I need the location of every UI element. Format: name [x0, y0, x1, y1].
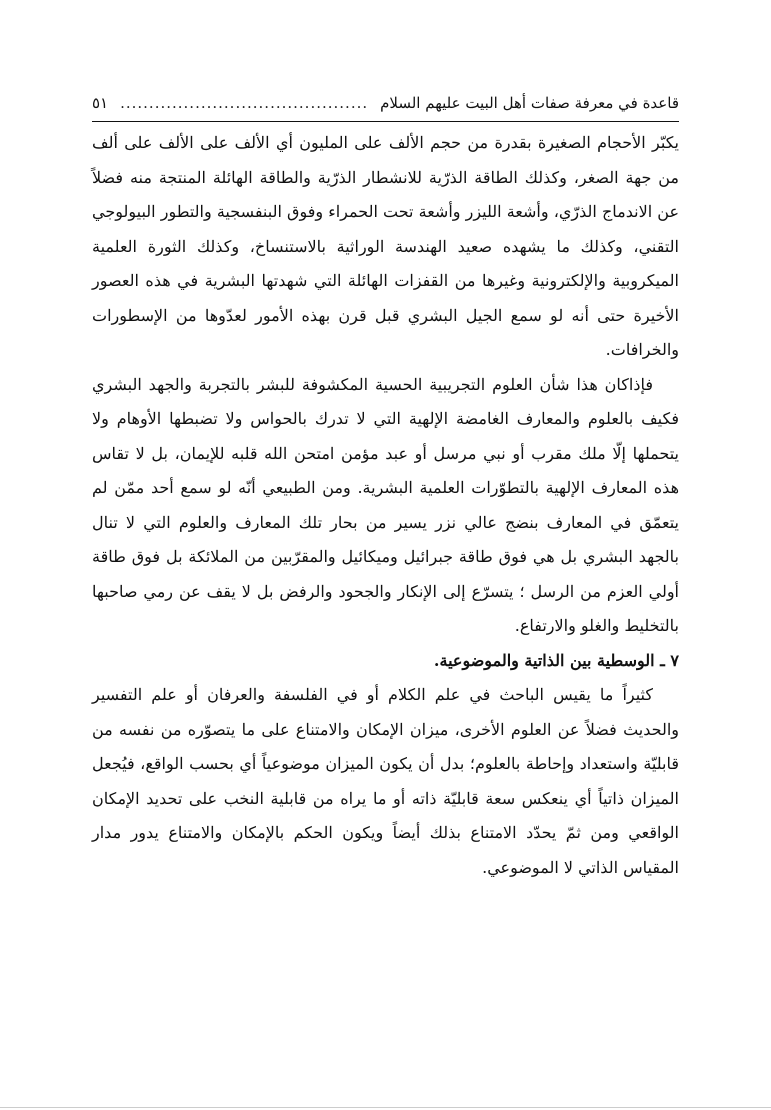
header-title: قاعدة في معرفة صفات أهل البيت عليهم السلام	[380, 94, 679, 112]
page-number: ٥١	[92, 94, 109, 112]
text-body	[92, 126, 679, 885]
paragraph-3: كثيراً ما يقيس الباحث في علم الكلام أو في الفلسفة والعرفان أو علم التفسير والحديث فضلاً عن العلوم الأخرى، ميزان الإمكان والامتناع على ما يتصوّره من نفسه من قابليّة واستعداد وإحاطة بالعلوم؛ بدل أن يكون الميزان موضوعياً أي بحسب الواقع، فيُجعل الميزان ذاتياً أي ينعكس سعة قابليّة ذاته أو ما يراه من قابلية النخب على تحديد الإمكان الواقعي ومن ثمّ يحدّد الامتناع بذلك أيضاً ويكون الحكم بالإمكان والامتناع يدور مدار المقياس الذاتي لا الموضوعي.	[92, 685, 679, 877]
paragraph-1: يكبّر الأحجام الصغيرة بقدرة من حجم الألف على المليون أي الألف على الألف على ألف من جهة الصغر، وكذلك الطاقة الذرّية للانشطار الذرّية والطاقة الهائلة المنتجة منه فضلاً عن الاندماج الذرّي، وأشعة الليزر وأشعة تحت الحمراء وفوق البنفسجية والتطور البيولوجي التقني، وكذلك ما يشهده صعيد الهندسة الوراثية بالاستنساخ، وكذلك الثورة العلمية الميكروبية والإلكترونية وغيرها من القفزات الهائلة التي شهدتها البشرية في هذه العصور الأخيرة حتى أنه لو سمع الجيل البشري قبل قرن بهذه الأمور لعدّوها من الإسطورات والخرافات.	[92, 133, 679, 359]
header-rule	[92, 121, 679, 122]
page-bottom-edge	[0, 1107, 771, 1108]
header-leader-dots: ...........................................	[120, 94, 369, 112]
section-heading: ٧ ـ الوسطية بين الذاتية والموضوعية.	[433, 650, 679, 670]
running-header	[92, 86, 679, 120]
paragraph-2: فإذاكان هذا شأن العلوم التجريبية الحسية المكشوفة للبشر بالتجربة والجهد البشري فكيف بالعلوم والمعارف الغامضة الإلهية التي لا تدرك بالحواس ولا تضبطها الأوهام ولا يتحملها إلّا ملك مقرب أو نبي مرسل أو عبد مؤمن امتحن الله قلبه للإيمان، بل لا تقاس هذه المعارف الإلهية بالتطوّرات العلمية البشرية. ومن الطبيعي أنّه لو سمع أحد ممّن لم يتعمّق في المعارف بنضج عالي نزر يسير من بحار تلك المعارف والعلوم التي لا تنال بالجهد البشري بل هي فوق طاقة جبرائيل وميكائيل والمقرّبين من الملائكة بل فوق طاقة أولي العزم من الرسل ؛ يتسرّع إلى الإنكار والجحود والرفض بل لا يقف عن رمي صاحبها بالتخليط والغلو والارتفاع.	[92, 374, 679, 635]
